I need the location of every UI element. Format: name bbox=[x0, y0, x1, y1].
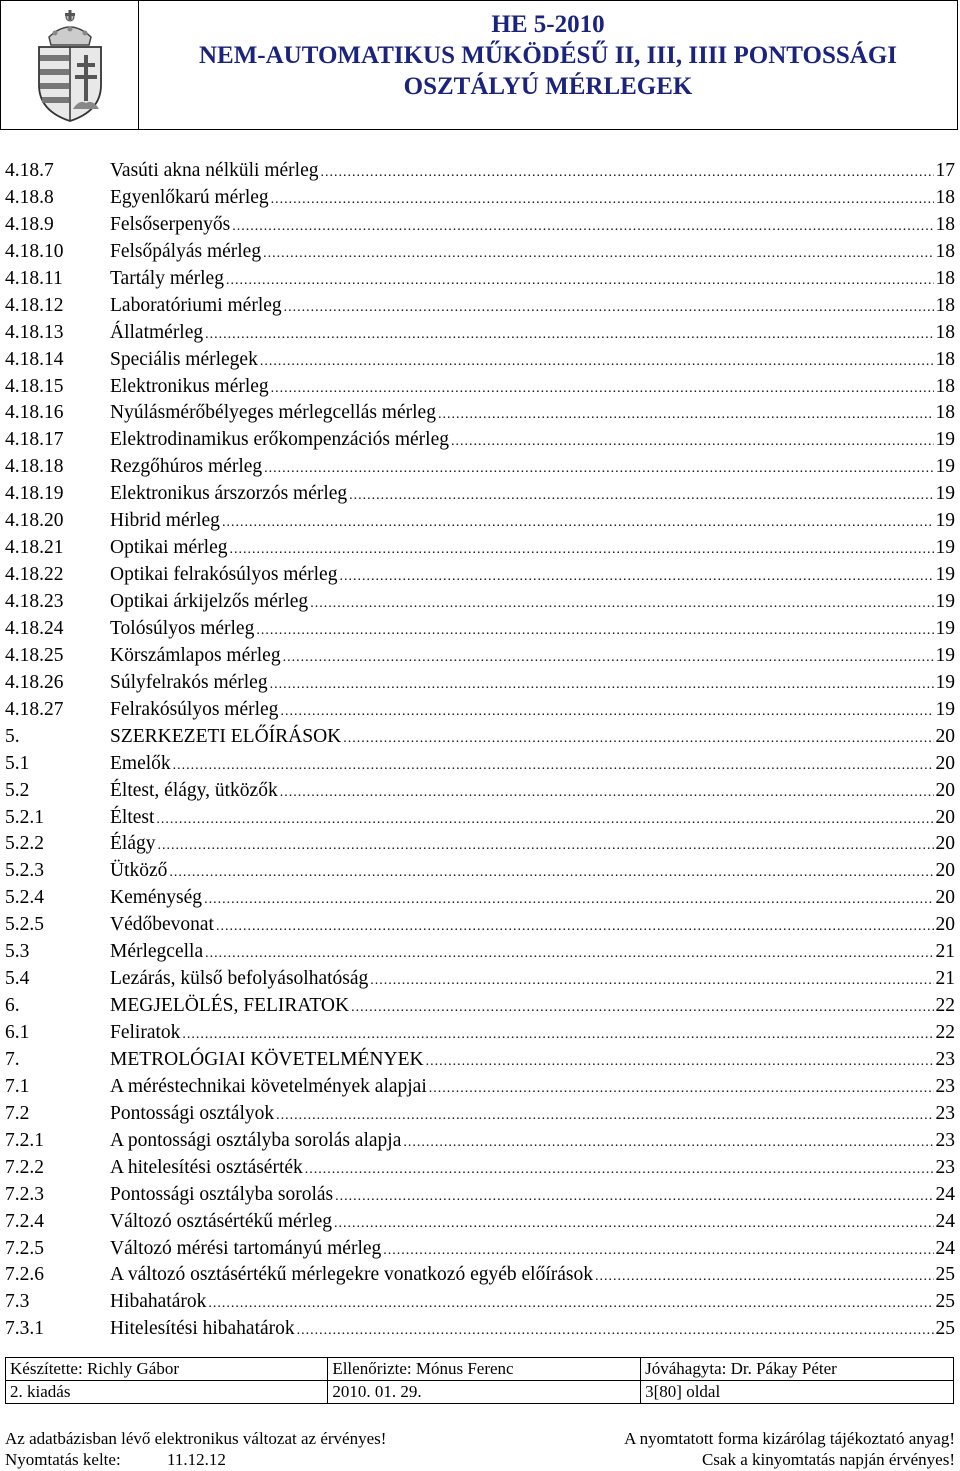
toc-entry[interactable] bbox=[5, 589, 955, 616]
toc-entry[interactable] bbox=[5, 966, 955, 993]
approval-table bbox=[5, 1357, 954, 1404]
toc-entry-page: 19 bbox=[935, 483, 955, 505]
toc-entry-page: 20 bbox=[935, 887, 955, 909]
toc-entry-page: 24 bbox=[935, 1210, 955, 1232]
toc-entry-number: 4.18.8 bbox=[5, 186, 54, 208]
toc-entry-number: 5.2.1 bbox=[5, 806, 44, 828]
toc-entry[interactable] bbox=[5, 1316, 955, 1343]
toc-dot-leader bbox=[426, 1049, 934, 1076]
toc-entry-number: 4.18.20 bbox=[5, 510, 64, 532]
title-line-1: HE 5-2010 bbox=[491, 11, 605, 38]
toc-entry[interactable] bbox=[5, 1047, 955, 1074]
toc-entry-page: 20 bbox=[935, 725, 955, 747]
toc-entry-page: 20 bbox=[935, 806, 955, 828]
toc-entry[interactable] bbox=[5, 751, 955, 778]
checked-by: Ellenőrizte: Mónus Ferenc bbox=[328, 1358, 641, 1381]
toc-entry-number: 4.18.9 bbox=[5, 213, 54, 235]
toc-entry-page: 23 bbox=[935, 1048, 955, 1070]
toc-entry-page: 25 bbox=[935, 1264, 955, 1286]
toc-entry-page: 18 bbox=[935, 294, 955, 316]
toc-entry-title: Nyúlásmérőbélyeges mérlegcellás mérleg bbox=[110, 402, 436, 424]
toc-dot-leader bbox=[383, 1238, 933, 1265]
toc-entry[interactable] bbox=[5, 454, 955, 481]
toc-entry-title: Lezárás, külső befolyásolhatóság bbox=[110, 968, 369, 990]
toc-entry-number: 4.18.18 bbox=[5, 456, 64, 478]
toc-entry[interactable] bbox=[5, 1262, 955, 1289]
toc-entry[interactable] bbox=[5, 508, 955, 535]
toc-entry-title: Változó mérési tartományú mérleg bbox=[110, 1237, 382, 1259]
toc-entry-title: Pontossági osztályba sorolás bbox=[110, 1183, 334, 1205]
toc-entry-title: Éltest bbox=[110, 806, 155, 828]
toc-entry-page: 19 bbox=[935, 456, 955, 478]
toc-entry-title: Változó osztásértékű mérleg bbox=[110, 1210, 332, 1232]
toc-entry-title: Feliratok bbox=[110, 1022, 181, 1043]
toc-dot-leader bbox=[429, 1076, 934, 1103]
toc-entry[interactable] bbox=[5, 697, 955, 724]
toc-entry-page: 19 bbox=[935, 698, 955, 720]
toc-entry-page: 19 bbox=[935, 644, 955, 666]
toc-entry-number: 5.2.2 bbox=[5, 833, 44, 855]
toc-entry-number: 5.2 bbox=[5, 779, 30, 801]
toc-entry-title: Egyenlőkarú mérleg bbox=[110, 186, 269, 208]
toc-entry-number: 4.18.17 bbox=[5, 429, 64, 451]
print-date-value: 11.12.12 bbox=[167, 1450, 226, 1469]
toc-entry-page: 23 bbox=[935, 1075, 955, 1097]
toc-entry-page: 25 bbox=[935, 1318, 955, 1340]
hungarian-coat-of-arms-icon bbox=[29, 7, 111, 123]
toc-entry-title: Állatmérleg bbox=[110, 321, 204, 343]
toc-dot-leader bbox=[226, 268, 934, 295]
toc-entry[interactable] bbox=[5, 939, 955, 966]
toc-entry[interactable] bbox=[5, 805, 955, 832]
toc-dot-leader bbox=[276, 1103, 933, 1130]
toc-entry-page: 21 bbox=[935, 941, 955, 963]
toc-entry-page: 20 bbox=[935, 833, 955, 855]
toc-dot-leader bbox=[264, 456, 933, 483]
toc-entry-title: Tartály mérleg bbox=[110, 267, 224, 289]
toc-dot-leader bbox=[339, 564, 933, 591]
toc-entry[interactable] bbox=[5, 1020, 955, 1047]
toc-entry-number: 5.3 bbox=[5, 941, 30, 963]
prepared-by: Készítette: Richly Gábor bbox=[6, 1358, 328, 1381]
toc-dot-leader bbox=[271, 376, 934, 403]
crest-cell bbox=[1, 1, 139, 129]
toc-dot-leader bbox=[438, 402, 934, 429]
toc-entry-number: 5.2.4 bbox=[5, 887, 44, 909]
toc-entry[interactable] bbox=[5, 481, 955, 508]
toc-entry-number: 4.18.7 bbox=[5, 160, 54, 181]
toc-entry-number: 4.18.22 bbox=[5, 564, 64, 586]
toc-dot-leader bbox=[349, 483, 933, 510]
toc-entry-title: Optikai mérleg bbox=[110, 537, 228, 559]
toc-entry[interactable] bbox=[5, 158, 955, 185]
toc-entry-title: Ütköző bbox=[110, 860, 168, 882]
toc-dot-leader bbox=[595, 1264, 934, 1291]
toc-entry-page: 23 bbox=[935, 1156, 955, 1178]
toc-entry[interactable] bbox=[5, 427, 955, 454]
toc-dot-leader bbox=[205, 941, 933, 968]
toc-dot-leader bbox=[284, 295, 934, 322]
toc-entry-title: A hitelesítési osztásérték bbox=[110, 1156, 303, 1178]
toc-dot-leader bbox=[216, 914, 934, 941]
toc-entry-page: 25 bbox=[935, 1291, 955, 1313]
toc-entry[interactable] bbox=[5, 778, 955, 805]
toc-entry-title: Rezgőhúros mérleg bbox=[110, 456, 263, 478]
toc-dot-leader bbox=[310, 591, 933, 618]
toc-entry[interactable] bbox=[5, 212, 955, 239]
toc-entry[interactable] bbox=[5, 1128, 955, 1155]
toc-dot-leader bbox=[271, 187, 934, 214]
toc-entry-page: 20 bbox=[935, 914, 955, 936]
toc-dot-leader bbox=[156, 807, 933, 834]
toc-entry-number: 4.18.16 bbox=[5, 402, 64, 424]
toc-entry-number: 7.2 bbox=[5, 1102, 30, 1124]
toc-entry-number: 7.3 bbox=[5, 1291, 30, 1313]
toc-entry-page: 23 bbox=[935, 1102, 955, 1124]
toc-dot-leader bbox=[305, 1157, 934, 1184]
toc-dot-leader bbox=[260, 349, 934, 376]
print-date-label: Nyomtatás kelte: bbox=[5, 1450, 121, 1469]
toc-dot-leader bbox=[232, 214, 933, 241]
toc-entry-page: 19 bbox=[935, 671, 955, 693]
toc-entry[interactable] bbox=[5, 616, 955, 643]
toc-entry-number: 7.2.6 bbox=[5, 1264, 44, 1286]
toc-entry-number: 7.2.2 bbox=[5, 1156, 44, 1178]
toc-dot-leader bbox=[343, 726, 933, 753]
toc-entry-number: 4.18.26 bbox=[5, 671, 64, 693]
toc-dot-leader bbox=[222, 510, 934, 537]
toc-entry-number: 7.2.3 bbox=[5, 1183, 44, 1205]
toc-entry[interactable] bbox=[5, 293, 955, 320]
toc-dot-leader bbox=[157, 833, 933, 860]
toc-entry-title: Felsőpályás mérleg bbox=[110, 240, 262, 262]
toc-entry-title: Súlyfelrakós mérleg bbox=[110, 671, 268, 693]
toc-entry-page: 17 bbox=[935, 160, 955, 181]
toc-entry-number: 7.2.5 bbox=[5, 1237, 44, 1259]
toc-entry-title: Elektrodinamikus erőkompenzációs mérleg bbox=[110, 429, 449, 451]
toc-entry-page: 19 bbox=[935, 537, 955, 559]
toc-entry-title: Keménység bbox=[110, 887, 203, 909]
toc-entry-number: 4.18.19 bbox=[5, 483, 64, 505]
toc-entry-page: 22 bbox=[935, 1022, 955, 1043]
toc-entry-title: A változó osztásértékű mérlegekre vonatkozó egyéb előírások bbox=[110, 1264, 593, 1286]
toc-entry-number: 4.18.23 bbox=[5, 591, 64, 612]
toc-dot-leader bbox=[280, 699, 933, 726]
toc-entry[interactable] bbox=[5, 1155, 955, 1182]
toc-entry[interactable] bbox=[5, 185, 955, 212]
toc-entry[interactable] bbox=[5, 535, 955, 562]
toc-entry[interactable] bbox=[5, 912, 955, 939]
print-date bbox=[5, 1449, 226, 1470]
toc-entry[interactable] bbox=[5, 1101, 955, 1128]
toc-entry[interactable] bbox=[5, 858, 955, 885]
toc-dot-leader bbox=[256, 618, 933, 645]
toc-entry-number: 4.18.24 bbox=[5, 617, 64, 639]
title-line-3: OSZTÁLYÚ MÉRLEGEK bbox=[403, 73, 693, 100]
toc-entry-page: 18 bbox=[935, 348, 955, 370]
toc-dot-leader bbox=[204, 887, 933, 914]
toc-entry-page: 19 bbox=[935, 591, 955, 612]
toc-dot-leader bbox=[451, 429, 934, 456]
toc-entry-page: 19 bbox=[935, 617, 955, 639]
toc-entry-number: 7. bbox=[5, 1048, 20, 1070]
footer-notes bbox=[5, 1428, 955, 1470]
toc-entry-title: Pontossági osztályok bbox=[110, 1102, 275, 1124]
toc-dot-leader bbox=[280, 780, 934, 807]
toc-dot-leader bbox=[230, 537, 934, 564]
toc-entry-number: 6. bbox=[5, 995, 20, 1017]
toc-entry-page: 18 bbox=[935, 375, 955, 397]
toc-entry-number: 6.1 bbox=[5, 1022, 30, 1043]
toc-entry[interactable] bbox=[5, 1209, 955, 1236]
toc-entry-page: 24 bbox=[935, 1183, 955, 1205]
toc-entry-title: Elektronikus mérleg bbox=[110, 375, 269, 397]
toc-entry-title: Laboratóriumi mérleg bbox=[110, 294, 282, 316]
toc-entry-number: 4.18.25 bbox=[5, 644, 64, 666]
document-title bbox=[139, 1, 957, 129]
toc-entry-number: 4.18.21 bbox=[5, 537, 64, 559]
toc-entry-page: 18 bbox=[935, 213, 955, 235]
toc-entry[interactable] bbox=[5, 1289, 955, 1316]
toc-entry-title: Felsőserpenyős bbox=[110, 213, 231, 235]
toc-dot-leader bbox=[173, 753, 934, 780]
toc-entry[interactable] bbox=[5, 643, 955, 670]
toc-entry-number: 4.18.10 bbox=[5, 240, 64, 262]
toc-entry-title: SZERKEZETI ELŐÍRÁSOK bbox=[110, 725, 342, 747]
toc-entry[interactable] bbox=[5, 885, 955, 912]
toc-dot-leader bbox=[320, 160, 933, 187]
toc-entry-page: 20 bbox=[935, 860, 955, 882]
toc-entry-page: 18 bbox=[935, 186, 955, 208]
toc-entry-page: 19 bbox=[935, 429, 955, 451]
toc-dot-leader bbox=[208, 1291, 933, 1318]
toc-entry-page: 24 bbox=[935, 1237, 955, 1259]
toc-entry-page: 19 bbox=[935, 564, 955, 586]
toc-entry[interactable] bbox=[5, 993, 955, 1020]
toc-entry[interactable] bbox=[5, 400, 955, 427]
toc-entry-title: Emelők bbox=[110, 752, 171, 774]
toc-dot-leader bbox=[205, 322, 933, 349]
toc-entry-title: Felrakósúlyos mérleg bbox=[110, 698, 279, 720]
toc-entry-number: 7.3.1 bbox=[5, 1318, 44, 1340]
toc-entry[interactable] bbox=[5, 724, 955, 751]
toc-dot-leader bbox=[270, 672, 934, 699]
toc-entry-number: 7.2.4 bbox=[5, 1210, 44, 1232]
toc-entry-title: Vasúti akna nélküli mérleg bbox=[110, 160, 319, 181]
toc-dot-leader bbox=[182, 1022, 933, 1049]
toc-entry-title: A méréstechnikai követelmények alapjai bbox=[110, 1075, 427, 1097]
toc-entry-title: Hitelesítési hibahatárok bbox=[110, 1318, 295, 1340]
toc-entry[interactable] bbox=[5, 831, 955, 858]
toc-entry[interactable] bbox=[5, 239, 955, 266]
toc-entry[interactable] bbox=[5, 320, 955, 347]
toc-entry[interactable] bbox=[5, 374, 955, 401]
toc-entry-number: 4.18.11 bbox=[5, 267, 63, 289]
toc-entry[interactable] bbox=[5, 347, 955, 374]
toc-entry-title: A pontossági osztályba sorolás alapja bbox=[110, 1129, 402, 1151]
toc-entry-title: Hibahatárok bbox=[110, 1291, 207, 1313]
toc-entry-title: Elektronikus árszorzós mérleg bbox=[110, 483, 348, 505]
toc-entry[interactable] bbox=[5, 1074, 955, 1101]
toc-dot-leader bbox=[334, 1211, 934, 1238]
toc-dot-leader bbox=[169, 860, 933, 887]
toc-dot-leader bbox=[297, 1318, 934, 1345]
toc-entry-number: 7.2.1 bbox=[5, 1129, 44, 1151]
toc-entry-title: Speciális mérlegek bbox=[110, 348, 258, 370]
title-line-2: NEM-AUTOMATIKUS MŰKÖDÉSŰ II, III, IIII PONTOSSÁGI bbox=[198, 42, 898, 69]
page-number: 3[80] oldal bbox=[641, 1381, 954, 1404]
toc-entry-number: 4.18.13 bbox=[5, 321, 64, 343]
toc-dot-leader bbox=[403, 1130, 933, 1157]
toc-dot-leader bbox=[283, 645, 934, 672]
toc-entry[interactable] bbox=[5, 562, 955, 589]
toc-entry-title: Hibrid mérleg bbox=[110, 510, 220, 532]
toc-entry-title: Optikai felrakósúlyos mérleg bbox=[110, 564, 338, 586]
toc-entry-title: Védőbevonat bbox=[110, 914, 214, 936]
table-of-contents bbox=[5, 158, 955, 1343]
toc-entry-title: METROLÓGIAI KÖVETELMÉNYEK bbox=[110, 1048, 424, 1070]
toc-entry-number: 5. bbox=[5, 725, 20, 747]
toc-entry-page: 18 bbox=[935, 321, 955, 343]
toc-entry-page: 18 bbox=[935, 240, 955, 262]
toc-entry[interactable] bbox=[5, 266, 955, 293]
issue-date: 2010. 01. 29. bbox=[328, 1381, 641, 1404]
toc-entry-page: 23 bbox=[935, 1129, 955, 1151]
approved-by: Jóváhagyta: Dr. Pákay Péter bbox=[641, 1358, 954, 1381]
toc-entry-page: 20 bbox=[935, 752, 955, 774]
info-note: A nyomtatott forma kizárólag tájékoztató anyag! bbox=[624, 1429, 955, 1448]
toc-entry-page: 18 bbox=[935, 267, 955, 289]
toc-entry-number: 5.1 bbox=[5, 752, 30, 774]
document-header bbox=[0, 0, 958, 130]
edition: 2. kiadás bbox=[6, 1381, 328, 1404]
toc-entry-number: 5.4 bbox=[5, 968, 30, 990]
toc-entry-number: 7.1 bbox=[5, 1075, 30, 1097]
toc-entry-title: Éltest, élágy, ütközők bbox=[110, 779, 278, 801]
valid-day-note: Csak a kinyomtatás napján érvényes! bbox=[701, 1450, 955, 1469]
toc-entry-title: Körszámlapos mérleg bbox=[110, 644, 281, 666]
toc-entry-number: 4.18.14 bbox=[5, 348, 64, 370]
toc-entry-number: 4.18.12 bbox=[5, 294, 64, 316]
toc-entry-number: 4.18.15 bbox=[5, 375, 64, 397]
toc-entry-title: Tolósúlyos mérleg bbox=[110, 617, 255, 639]
toc-entry-page: 18 bbox=[935, 402, 955, 424]
toc-entry-number: 5.2.3 bbox=[5, 860, 44, 882]
toc-dot-leader bbox=[335, 1184, 933, 1211]
toc-entry-page: 22 bbox=[935, 995, 955, 1017]
toc-dot-leader bbox=[351, 995, 933, 1022]
valid-version-note: Az adatbázisban lévő elektronikus változat az érvényes! bbox=[5, 1429, 387, 1448]
toc-entry-title: MEGJELÖLÉS, FELIRATOK bbox=[110, 995, 350, 1017]
toc-entry-page: 21 bbox=[935, 968, 955, 990]
toc-entry-number: 4.18.27 bbox=[5, 698, 64, 720]
toc-entry-page: 19 bbox=[935, 510, 955, 532]
toc-entry-title: Optikai árkijelzős mérleg bbox=[110, 591, 309, 612]
toc-entry-title: Élágy bbox=[110, 833, 156, 855]
toc-dot-leader bbox=[263, 241, 933, 268]
toc-entry[interactable] bbox=[5, 1182, 955, 1209]
toc-entry-title: Mérlegcella bbox=[110, 941, 204, 963]
toc-entry[interactable] bbox=[5, 1236, 955, 1263]
toc-entry-number: 5.2.5 bbox=[5, 914, 44, 936]
toc-entry[interactable] bbox=[5, 670, 955, 697]
toc-entry-page: 20 bbox=[935, 779, 955, 801]
toc-dot-leader bbox=[370, 968, 933, 995]
